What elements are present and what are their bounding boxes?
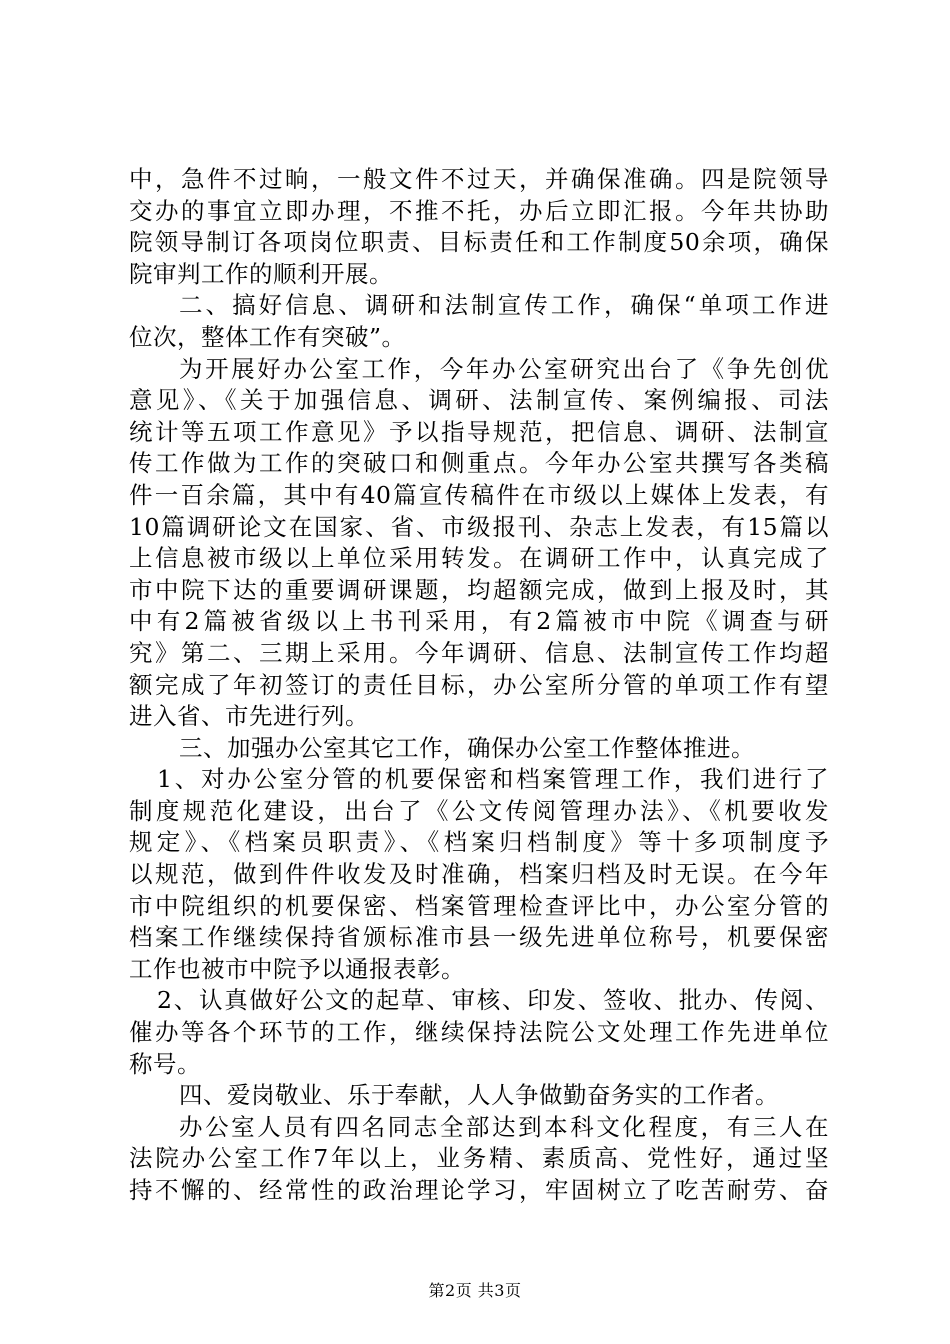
text-line: 2、认真做好公文的起草、审核、印发、签收、批办、传阅、: [157, 986, 829, 1015]
text-line: 办公室人员有四名同志全部达到本科文化程度，有三人在: [179, 1112, 829, 1141]
text-line: 统计等五项工作意见》予以指导规范，把信息、调研、法制宣: [129, 417, 829, 446]
text-line: 究》第二、三期上采用。今年调研、信息、法制宣传工作均超: [129, 638, 829, 667]
text-line: 称号。: [129, 1049, 201, 1078]
text-line: 以规范，做到件件收发及时准确，档案归档及时无误。在今年: [129, 860, 829, 889]
text-line: 中有2篇被省级以上书刊采用，有2篇被市中院《调查与研: [129, 607, 829, 636]
text-line: 1、对办公室分管的机要保密和档案管理工作，我们进行了: [157, 765, 829, 794]
text-line: 件一百余篇，其中有40篇宣传稿件在市级以上媒体上发表，有: [129, 480, 829, 509]
text-line: 为开展好办公室工作，今年办公室研究出台了《争先创优: [179, 354, 829, 383]
text-line: 规定》、《档案员职责》、《档案归档制度》等十多项制度予: [129, 828, 829, 857]
text-line: 制度规范化建设，出台了《公文传阅管理办法》、《机要收发: [129, 796, 829, 825]
page-footer: 第2页 共3页: [428, 1281, 522, 1300]
text-line: 传工作做为工作的突破口和侧重点。今年办公室共撰写各类稿: [129, 449, 829, 478]
text-line: 市中院组织的机要保密、档案管理检查评比中，办公室分管的: [129, 891, 829, 920]
text-line: 进入省、市先进行列。: [129, 702, 369, 731]
text-line: 意见》、《关于加强信息、调研、法制宣传、案例编报、司法: [129, 386, 829, 415]
text-line: 交办的事宜立即办理，不推不托，办后立即汇报。今年共协助: [129, 196, 829, 225]
text-line: 法院办公室工作7年以上，业务精、素质高、党性好，通过坚: [129, 1144, 829, 1173]
text-line: 上信息被市级以上单位采用转发。在调研工作中，认真完成了: [129, 544, 829, 573]
body-text: [129, 164, 829, 1207]
text-line: 中，急件不过晌，一般文件不过天，并确保准确。四是院领导: [129, 165, 829, 193]
text-line: 市中院下达的重要调研课题，均超额完成，做到上报及时，其: [129, 575, 829, 604]
text-line: 10篇调研论文在国家、省、市级报刊、杂志上发表，有15篇以: [129, 512, 829, 541]
text-line: 位次，整体工作有突破”。: [129, 322, 406, 351]
text-line: 持不懈的、经常性的政治理论学习，牢固树立了吃苦耐劳、奋: [129, 1176, 829, 1204]
text-line: 二、搞好信息、调研和法制宣传工作，确保“单项工作进: [179, 291, 829, 320]
text-line: 四、爱岗敬业、乐于奉献，人人争做勤奋务实的工作者。: [179, 1081, 779, 1110]
text-line: 三、加强办公室其它工作，确保办公室工作整体推进。: [179, 733, 755, 762]
text-line: 工作也被市中院予以通报表彰。: [129, 954, 465, 983]
text-line: 额完成了年初签订的责任目标，办公室所分管的单项工作有望: [129, 670, 829, 699]
text-line: 档案工作继续保持省颁标准市县一级先进单位称号，机要保密: [129, 923, 829, 952]
text-line: 院领导制订各项岗位职责、目标责任和工作制度50余项，确保: [129, 228, 829, 257]
text-line: 院审判工作的顺利开展。: [129, 259, 393, 288]
text-line: 催办等各个环节的工作，继续保持法院公文处理工作先进单位: [129, 1018, 829, 1047]
